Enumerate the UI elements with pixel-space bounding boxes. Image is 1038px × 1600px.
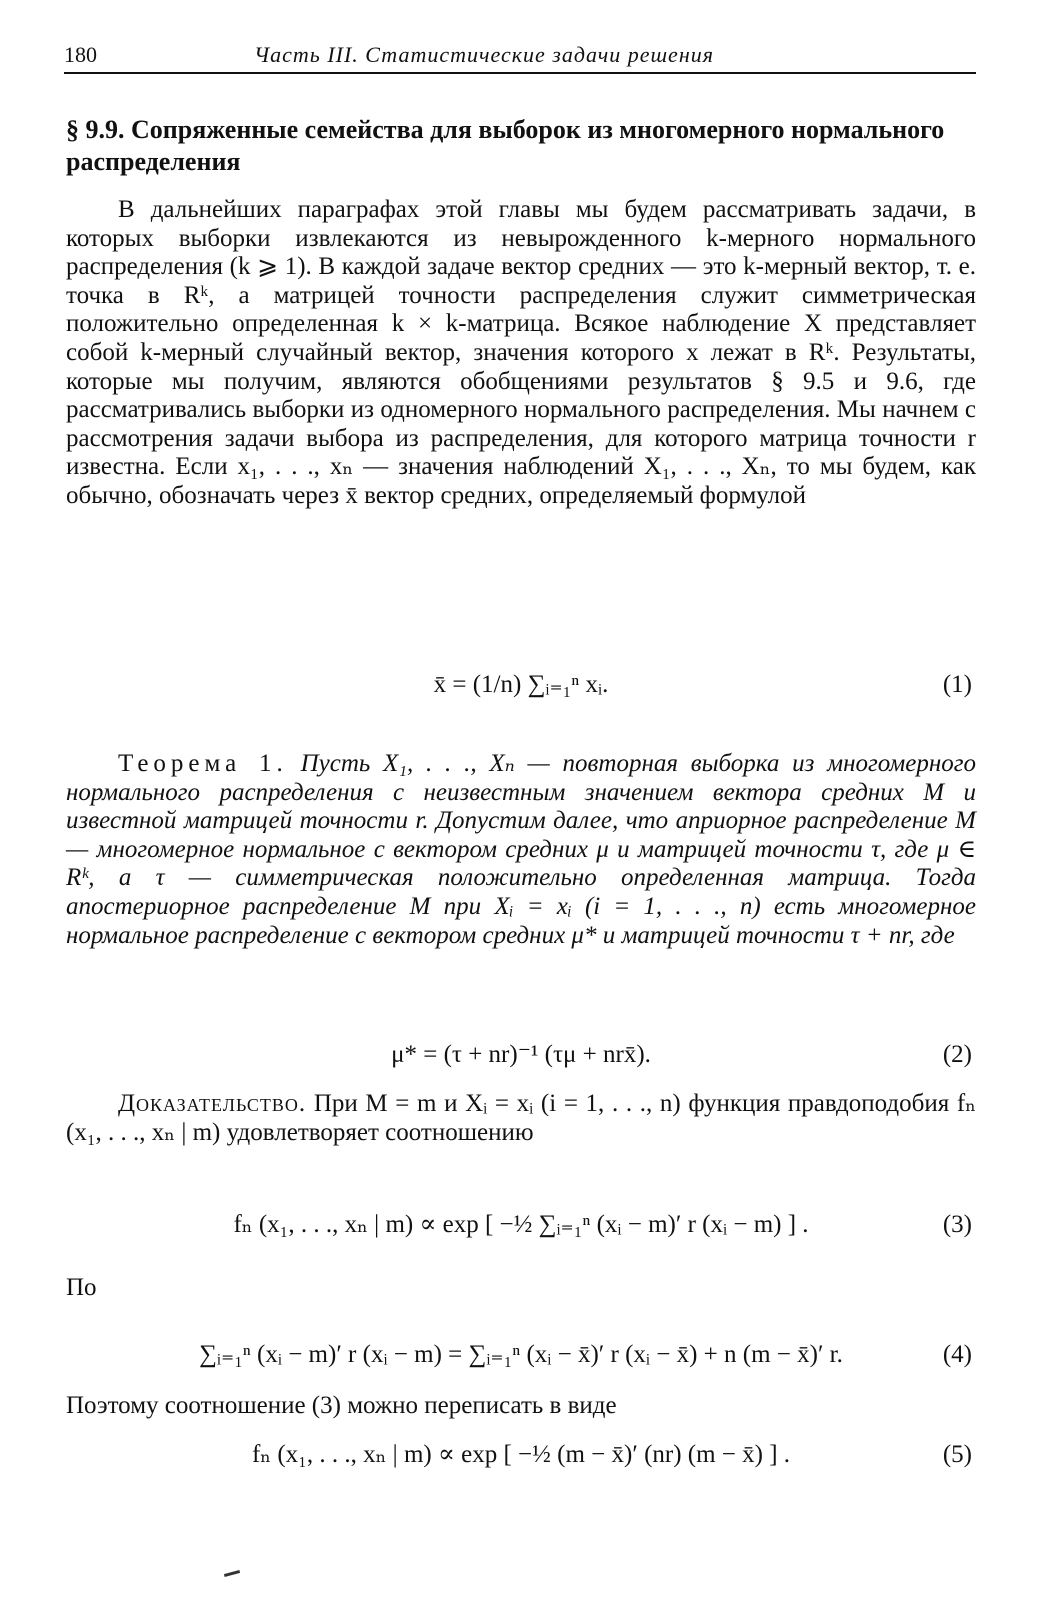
equation-1-body: x̄ = (1/n) ∑ᵢ₌₁ⁿ xᵢ.	[433, 671, 609, 698]
equation-2-number: (2)	[942, 1041, 972, 1068]
ink-speck	[224, 1570, 240, 1577]
equation-3-number: (3)	[942, 1211, 972, 1238]
page-header	[64, 38, 976, 74]
theorem-label: Теорема 1.	[118, 750, 288, 777]
equation-3	[66, 1200, 976, 1250]
equation-3-body: fₙ (x₁, . . ., xₙ | m) ∝ exp [ −½ ∑ᵢ₌₁ⁿ (xᵢ − m)′ r (xᵢ − m) ] .	[233, 1211, 809, 1238]
equation-5-body: fₙ (x₁, . . ., xₙ | m) ∝ exp [ −½ (m − x̄)′ (nr) (m − x̄) ] .	[251, 1441, 791, 1468]
equation-5	[66, 1430, 976, 1480]
equation-2	[66, 1030, 976, 1080]
therefore-line: Поэтому соотношение (3) можно переписать в виде	[66, 1392, 617, 1419]
word-po: По	[66, 1274, 97, 1301]
theorem-text: Пусть X₁, . . ., Xₙ — повторная выборка из многомерного нормального распределения с неизвестным значением вектора средних M и известной матрицей точности r. Допустим далее, что априорное распределение M — многомерное нормальное с вектором средних μ и матрицей точности τ, где μ ∈ Rᵏ, а τ — симметрическая положительно определенная матрица. Тогда апостериорное распределение M при Xᵢ = xᵢ (i = 1, . . ., n) есть многомерное нормальное распределение с вектором средних μ* и матрицей точности τ + nr, где	[66, 750, 977, 949]
proof-label: Доказательство.	[118, 1090, 307, 1117]
equation-1	[66, 660, 976, 710]
proof-paragraph	[66, 1090, 976, 1147]
equation-4-number: (4)	[942, 1341, 972, 1368]
proof-text: При M = m и Xᵢ = xᵢ (i = 1, . . ., n) функция правдоподобия fₙ (x₁, . . ., xₙ | m) удовлетворяет соотношению	[66, 1090, 977, 1146]
equation-1-number: (1)	[942, 671, 972, 698]
equation-2-body: μ* = (τ + nr)⁻¹ (τμ + nrx̄).	[391, 1041, 651, 1068]
intro-paragraph: В дальнейших параграфах этой главы мы будем рассматривать задачи, в которых выборки извлекаются из невырожденного k-мерного нормального распределения (k ⩾ 1). В каждой задаче вектор средних — это k-мерный вектор, т. е. точка в Rᵏ, а матрицей точности распределения служит симметрическая положительно определенная k × k-матрица. Всякое наблюдение X представляет собой k-мерный случайный вектор, значения которого x лежат в Rᵏ. Результаты, которые мы получим, являются обобщениями результатов § 9.5 и 9.6, где рассматривались выборки из одномерного нормального распределения. Мы начнем с рассмотрения задачи выбора из распределения, для которого матрица точности r известна. Если x₁, . . ., xₙ — значения наблюдений X₁, . . ., Xₙ, то мы будем, как обычно, обозначать через x̄ вектор средних, определяемый формулой	[66, 196, 976, 509]
section-heading: § 9.9. Сопряженные семейства для выборок из многомерного нормального распределения	[66, 115, 945, 176]
equation-4	[66, 1330, 976, 1380]
equation-4-body: ∑ᵢ₌₁ⁿ (xᵢ − m)′ r (xᵢ − m) = ∑ᵢ₌₁ⁿ (xᵢ − x̄)′ r (xᵢ − x̄) + n (m − x̄)′ r.	[199, 1341, 843, 1368]
equation-5-number: (5)	[942, 1441, 972, 1468]
page-number: 180	[64, 42, 97, 67]
theorem-paragraph	[66, 750, 976, 950]
running-title: Часть III. Статистические задачи решения	[254, 42, 714, 67]
